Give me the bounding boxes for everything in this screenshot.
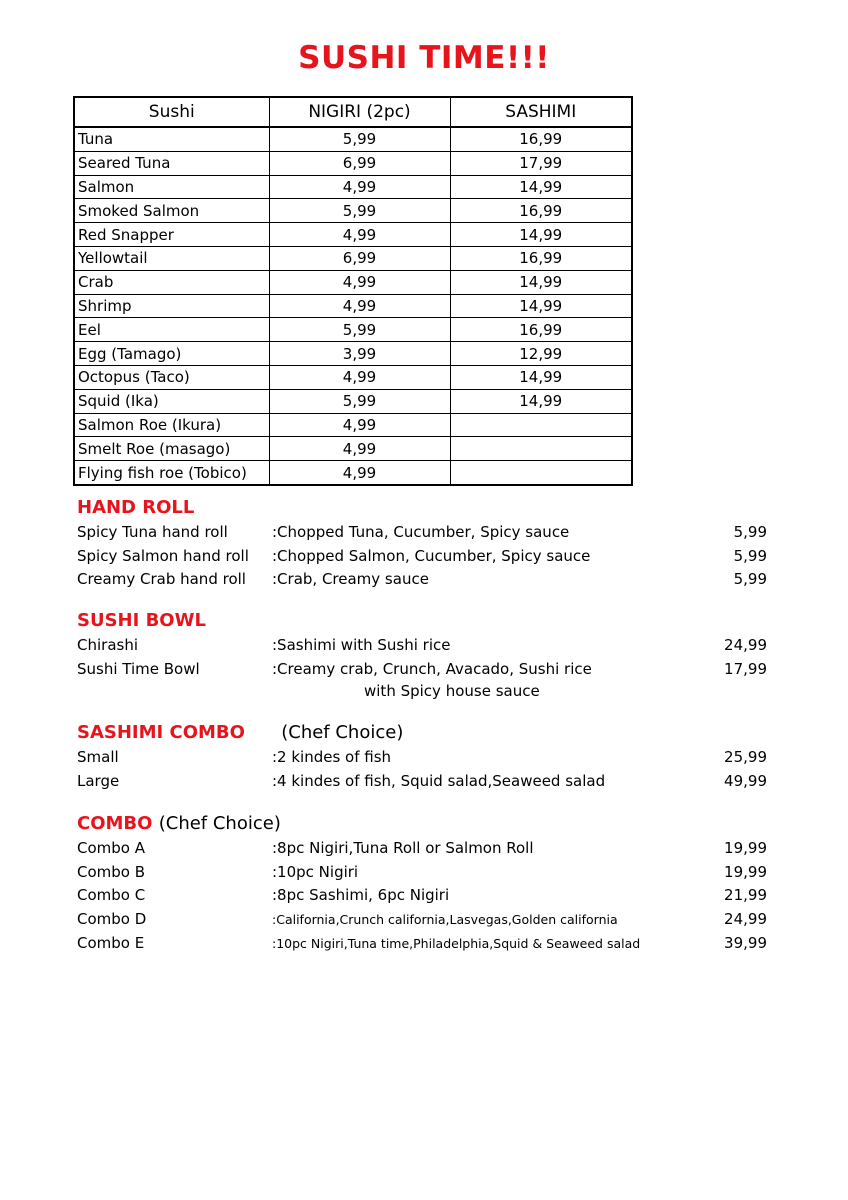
sushi-name-cell: Crab [74, 270, 269, 294]
menu-item [77, 521, 767, 545]
table-row [74, 413, 632, 437]
item-name: Combo C [77, 886, 146, 905]
sashimi-price-cell: 16,99 [450, 199, 632, 223]
nigiri-price-cell: 4,99 [269, 365, 450, 389]
item-description-continued: with Spicy house sauce [364, 682, 540, 701]
sashimi-price-cell [450, 437, 632, 461]
table-row [74, 270, 632, 294]
sashimi-price-cell: 14,99 [450, 294, 632, 318]
menu-item [77, 932, 767, 956]
item-description: :Chopped Tuna, Cucumber, Spicy sauce [272, 523, 570, 541]
table-row [74, 223, 632, 247]
nigiri-price-cell: 4,99 [269, 223, 450, 247]
menu-item [77, 884, 767, 908]
menu-item [77, 837, 767, 861]
sushi-name-cell: Smelt Roe (masago) [74, 437, 269, 461]
menu-item [77, 770, 767, 794]
menu-item [77, 634, 767, 658]
item-description: :8pc Sashimi, 6pc Nigiri [272, 886, 450, 905]
sashimi-price-cell: 14,99 [450, 175, 632, 199]
sashimi-combo-subtitle: (Chef Choice) [281, 722, 404, 743]
item-price: 21,99 [724, 886, 767, 905]
nigiri-price-cell: 3,99 [269, 342, 450, 366]
nigiri-price-cell: 4,99 [269, 270, 450, 294]
item-name: Combo D [77, 910, 147, 929]
item-description: :8pc Nigiri,Tuna Roll or Salmon Roll [272, 839, 534, 857]
item-price: 49,99 [724, 771, 767, 790]
table-row [74, 127, 632, 151]
sushi-name-cell: Yellowtail [74, 246, 269, 270]
nigiri-price-cell: 4,99 [269, 175, 450, 199]
table-row [74, 389, 632, 413]
table-row [74, 461, 632, 485]
nigiri-price-cell: 4,99 [269, 461, 450, 485]
nigiri-price-cell: 6,99 [269, 151, 450, 175]
nigiri-price-cell: 5,99 [269, 318, 450, 342]
item-name: Creamy Crab hand roll [77, 570, 246, 589]
sushi-name-cell: Squid (Ika) [74, 389, 269, 413]
item-name: Small [77, 748, 119, 766]
table-row [74, 294, 632, 318]
combo-heading [77, 811, 767, 837]
sushi-name-cell: Salmon [74, 175, 269, 199]
nigiri-price-cell: 4,99 [269, 413, 450, 437]
item-price: 19,99 [724, 862, 767, 881]
sashimi-price-cell [450, 461, 632, 485]
sashimi-price-cell: 16,99 [450, 246, 632, 270]
item-name: Combo E [77, 933, 145, 952]
nigiri-price-cell: 5,99 [269, 389, 450, 413]
sashimi-price-cell: 16,99 [450, 318, 632, 342]
sushi-price-table [73, 96, 633, 486]
sashimi-price-cell: 14,99 [450, 389, 632, 413]
item-description: :10pc Nigiri,Tuna time,Philadelphia,Squid & Seaweed salad [272, 935, 641, 951]
combo-subtitle: (Chef Choice) [158, 813, 281, 834]
header-sashimi: SASHIMI [450, 97, 632, 127]
item-description: :Creamy crab, Crunch, Avacado, Sushi rice [272, 659, 592, 678]
sushi-bowl-continuation [77, 681, 767, 702]
sashimi-combo-heading [77, 720, 767, 746]
sushi-bowl-heading: SUSHI BOWL [77, 610, 206, 631]
item-price: 19,99 [724, 839, 767, 857]
menu-item [77, 908, 767, 932]
header-nigiri: NIGIRI (2pc) [269, 97, 450, 127]
table-row [74, 246, 632, 270]
menu-item [77, 568, 767, 592]
sushi-name-cell: Tuna [74, 127, 269, 151]
item-name: Large [77, 771, 120, 790]
item-description: :Crab, Creamy sauce [272, 570, 429, 589]
nigiri-price-cell: 5,99 [269, 127, 450, 151]
table-row [74, 318, 632, 342]
sashimi-price-cell: 14,99 [450, 223, 632, 247]
item-name: Combo A [77, 839, 145, 857]
sushi-name-cell: Smoked Salmon [74, 199, 269, 223]
nigiri-price-cell: 5,99 [269, 199, 450, 223]
item-name: Chirashi [77, 636, 138, 654]
item-name: Combo B [77, 862, 146, 881]
menu-item [77, 658, 767, 682]
sushi-name-cell: Egg (Tamago) [74, 342, 269, 366]
sashimi-price-cell [450, 413, 632, 437]
table-row [74, 342, 632, 366]
item-description: :California,Crunch california,Lasvegas,Golden california [272, 912, 618, 928]
combo-section [77, 811, 767, 955]
sashimi-price-cell: 16,99 [450, 127, 632, 151]
nigiri-price-cell: 6,99 [269, 246, 450, 270]
sushi-name-cell: Flying fish roe (Tobico) [74, 461, 269, 485]
table-row [74, 151, 632, 175]
table-row [74, 175, 632, 199]
item-price: 17,99 [724, 659, 767, 678]
sushi-name-cell: Shrimp [74, 294, 269, 318]
item-description: :2 kindes of fish [272, 748, 392, 766]
sushi-bowl-section [77, 608, 767, 702]
nigiri-price-cell: 4,99 [269, 437, 450, 461]
item-price: 25,99 [724, 748, 767, 766]
item-price: 5,99 [733, 523, 767, 541]
sushi-name-cell: Octopus (Taco) [74, 365, 269, 389]
menu-title: SUSHI TIME!!! [298, 40, 550, 76]
sushi-name-cell: Salmon Roe (Ikura) [74, 413, 269, 437]
table-row [74, 365, 632, 389]
table-row [74, 199, 632, 223]
item-price: 5,99 [733, 546, 767, 565]
table-header-row [74, 97, 632, 127]
sashimi-price-cell: 14,99 [450, 365, 632, 389]
sushi-name-cell: Red Snapper [74, 223, 269, 247]
item-description: :4 kindes of fish, Squid salad,Seaweed salad [272, 771, 606, 790]
item-price: 5,99 [733, 570, 767, 589]
item-name: Sushi Time Bowl [77, 659, 200, 678]
menu-item [77, 545, 767, 569]
sashimi-combo-title: SASHIMI COMBO [77, 722, 245, 743]
sushi-name-cell: Eel [74, 318, 269, 342]
item-price: 24,99 [724, 910, 767, 929]
sushi-name-cell: Seared Tuna [74, 151, 269, 175]
table-row [74, 437, 632, 461]
item-description: :Chopped Salmon, Cucumber, Spicy sauce [272, 546, 591, 565]
sashimi-price-cell: 17,99 [450, 151, 632, 175]
item-description: :Sashimi with Sushi rice [272, 636, 451, 654]
menu-item [77, 861, 767, 885]
item-description: :10pc Nigiri [272, 862, 359, 881]
hand-roll-section [77, 495, 767, 592]
hand-roll-heading: HAND ROLL [77, 497, 195, 518]
item-name: Spicy Salmon hand roll [77, 546, 249, 565]
sashimi-combo-section [77, 720, 767, 793]
sashimi-price-cell: 12,99 [450, 342, 632, 366]
sashimi-price-cell: 14,99 [450, 270, 632, 294]
item-price: 24,99 [724, 636, 767, 654]
nigiri-price-cell: 4,99 [269, 294, 450, 318]
header-sushi: Sushi [74, 97, 269, 127]
item-price: 39,99 [724, 933, 767, 952]
combo-title: COMBO [77, 813, 153, 834]
item-name: Spicy Tuna hand roll [77, 523, 228, 541]
menu-item [77, 746, 767, 770]
